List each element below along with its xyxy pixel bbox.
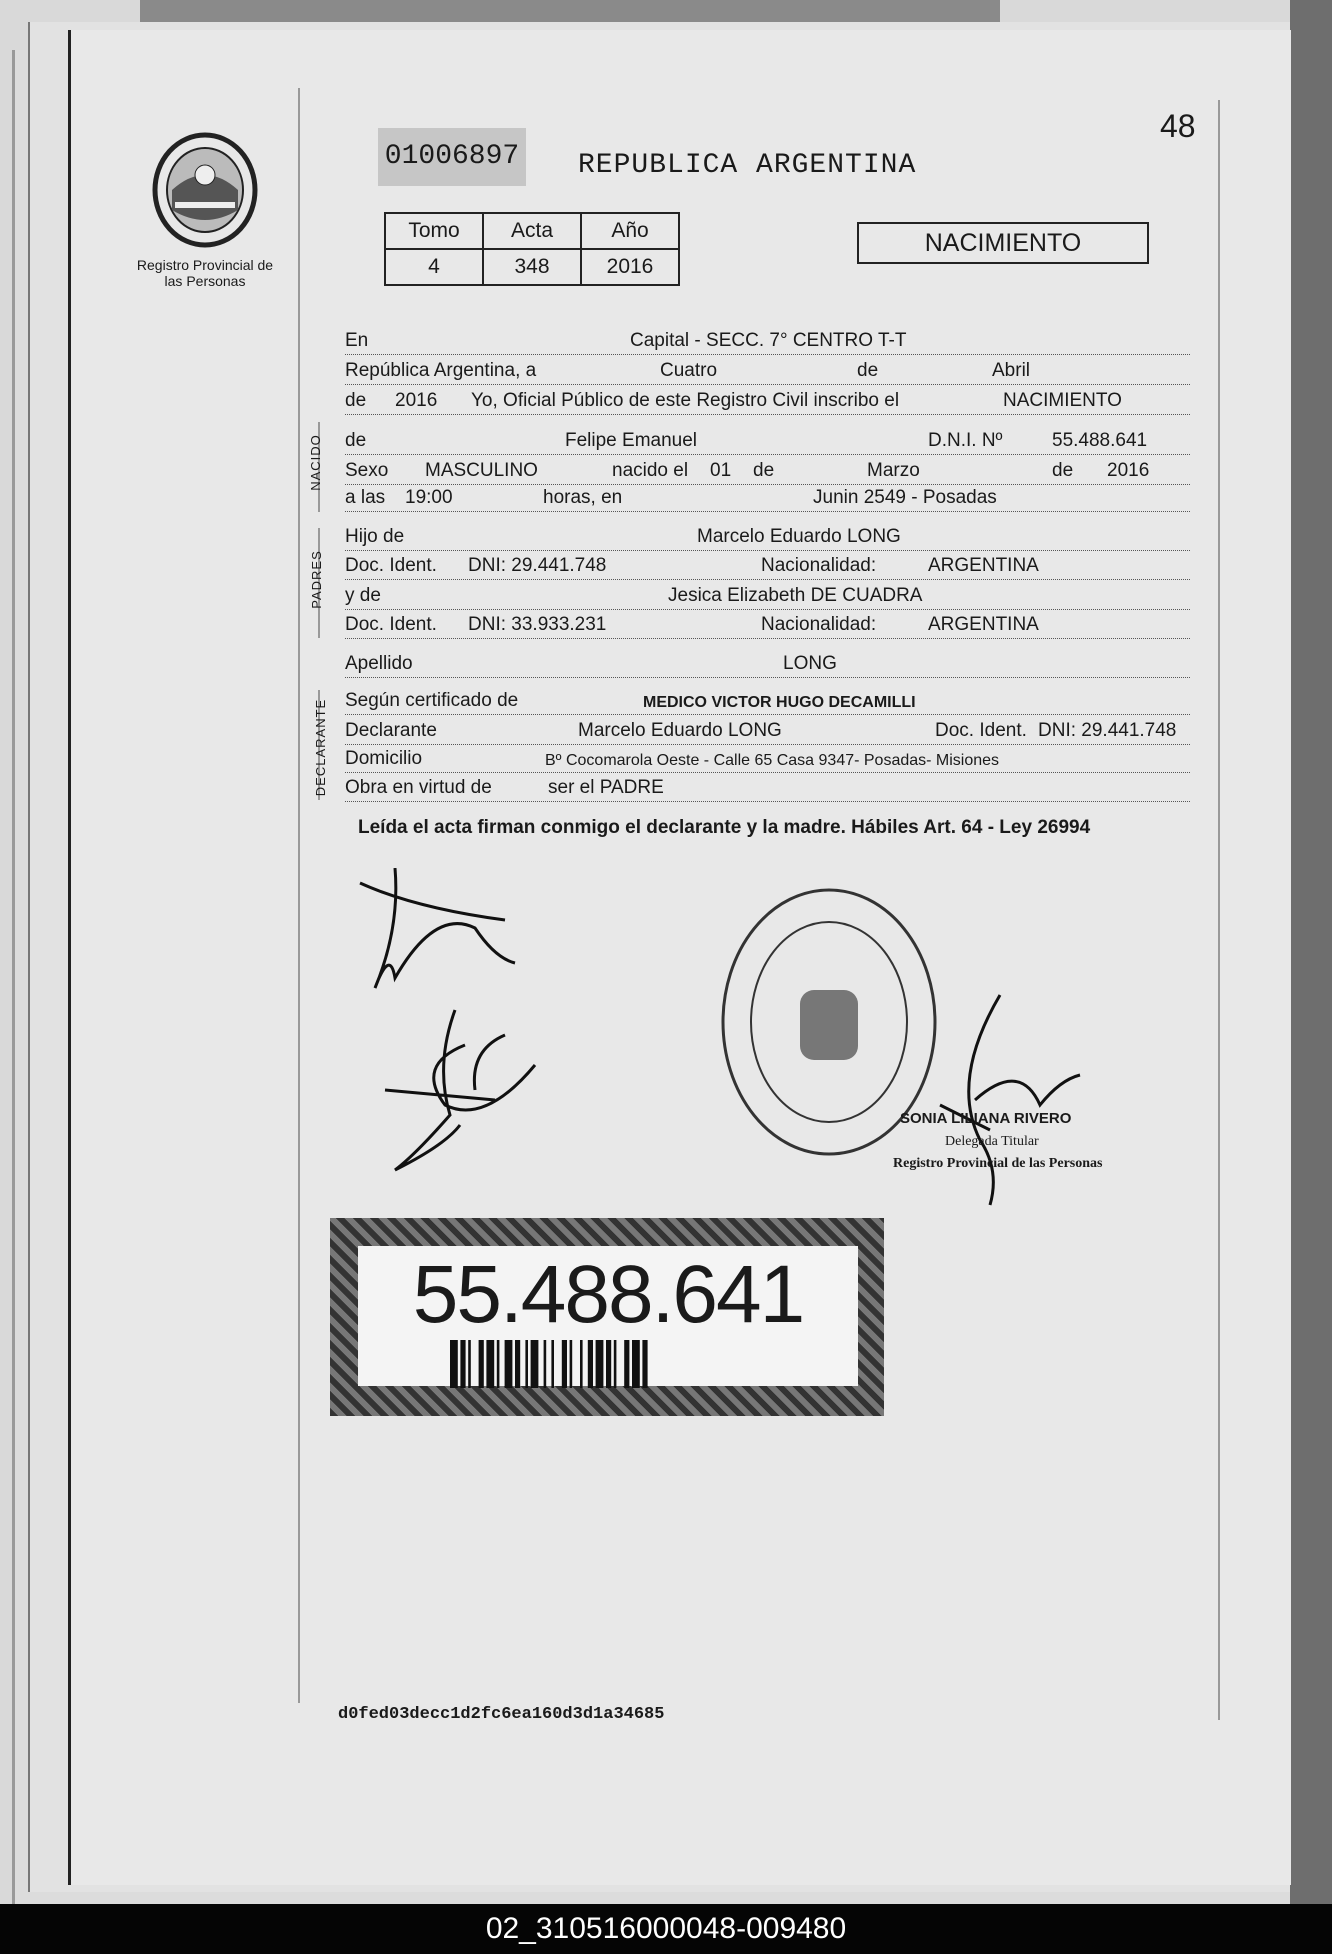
field-value: DNI: 29.441.748 (1038, 720, 1177, 741)
barcode-bar (460, 1340, 465, 1388)
field-value: MASCULINO (425, 460, 538, 481)
page-rule (298, 88, 300, 1703)
field-label: nacido el (612, 460, 689, 481)
field-value: Capital - SECC. 7° CENTRO T-T (630, 330, 907, 351)
declarant-line-by (345, 775, 1190, 802)
page-number: 48 (1160, 108, 1196, 144)
field-value: 19:00 (405, 487, 453, 508)
field-label: D.N.I. Nº (928, 430, 1003, 451)
field-label: Obra en virtud de (345, 777, 492, 798)
official-name: SONIA LILIANA RIVERO (900, 1110, 1072, 1127)
table-header: Acta (483, 213, 581, 249)
table-cell: 348 (483, 249, 581, 285)
official-organization: Registro Provincial de las Personas (893, 1156, 1103, 1171)
barcode-bar (551, 1340, 554, 1388)
barcode-bar (525, 1340, 528, 1388)
registry-table (384, 212, 680, 286)
signature-mother-icon (375, 1005, 555, 1175)
field-label: República Argentina, a (345, 360, 537, 381)
field-value: Abril (992, 360, 1031, 381)
field-value: LONG (783, 653, 837, 674)
official-role: Delegada Titular (945, 1134, 1039, 1149)
barcode-bar (505, 1340, 513, 1388)
declarant-line-cert (345, 688, 1190, 715)
field-value: 01 (710, 460, 732, 481)
barcode-bar (562, 1340, 567, 1388)
field-label: Nacionalidad: (761, 614, 877, 635)
field-label: de (1052, 460, 1074, 481)
field-label: Declarante (345, 720, 437, 741)
field-label: de (345, 430, 367, 451)
declarant-line-name (345, 718, 1190, 745)
page-title: REPUBLICA ARGENTINA (578, 150, 917, 181)
field-value: ARGENTINA (928, 555, 1039, 576)
barcode-bar (486, 1340, 494, 1388)
field-label: Nacionalidad: (761, 555, 877, 576)
table-cell: 4 (385, 249, 483, 285)
signature-declarant-icon (355, 868, 525, 1003)
field-label: Doc. Ident. (345, 555, 437, 576)
field-label: Doc. Ident. (935, 720, 1027, 741)
page-rule (1218, 100, 1220, 1720)
field-label: Doc. Ident. (345, 614, 437, 635)
field-value: MEDICO VICTOR HUGO DECAMILLI (643, 694, 916, 711)
table-cell: 2016 (581, 249, 679, 285)
field-label: Yo, Oficial Público de este Registro Civil inscribo el (471, 390, 900, 411)
background-edge (1290, 0, 1332, 1954)
born-line-time (345, 485, 1190, 512)
field-value: NACIMIENTO (1003, 390, 1122, 411)
barcode-bar (479, 1340, 484, 1388)
background-top (140, 0, 1000, 22)
table-header: Tomo (385, 213, 483, 249)
field-label: Hijo de (345, 526, 405, 547)
barcode-bar (580, 1340, 583, 1388)
field-value: Jesica Elizabeth DE CUADRA (668, 585, 923, 606)
barcode-bar (468, 1340, 471, 1388)
field-value: Marcelo Eduardo LONG (578, 720, 782, 741)
field-label: Según certificado de (345, 690, 519, 711)
field-label: En (345, 330, 369, 351)
field-value: Marzo (867, 460, 920, 481)
barcode-number: 55.488.641 (412, 1249, 804, 1340)
closing-note: Leída el acta firman conmigo el declarante y la madre. Hábiles Art. 64 - Ley 26994 (358, 817, 1091, 838)
barcode-bar (450, 1340, 458, 1388)
barcode-bar (515, 1340, 520, 1388)
declarant-line-address (345, 746, 1190, 773)
section-label: NACIDO (307, 434, 323, 491)
barcode-bar (596, 1340, 604, 1388)
field-value: 55.488.641 (1052, 430, 1148, 451)
record-line-year (345, 388, 1190, 415)
signature-official-icon (930, 990, 1090, 1210)
section-label: DECLARANTE (313, 698, 329, 797)
parents-line-mother-doc (345, 612, 1190, 639)
field-value: ARGENTINA (928, 614, 1039, 635)
parents-line-father-doc (345, 553, 1190, 580)
barcode-bar (570, 1340, 573, 1388)
field-value: Cuatro (660, 360, 718, 381)
barcode-bar (531, 1340, 539, 1388)
record-line-date (345, 358, 1190, 385)
barcode-bar (497, 1340, 500, 1388)
barcode-bar (606, 1340, 611, 1388)
document-hash: d0fed03decc1d2fc6ea160d3d1a34685 (338, 1705, 665, 1724)
document-type-box: NACIMIENTO (857, 222, 1149, 264)
parents-line-father (345, 524, 1190, 551)
field-label: Sexo (345, 460, 389, 481)
field-label: de (753, 460, 775, 481)
section-label: PADRES (308, 550, 324, 609)
field-value: 2016 (395, 390, 438, 411)
field-label: de (857, 360, 879, 381)
barcode-bar (588, 1340, 593, 1388)
field-value: Marcelo Eduardo LONG (697, 526, 901, 547)
field-value: ser el PADRE (548, 777, 664, 798)
barcode-sticker (330, 1218, 884, 1416)
field-label: a las (345, 487, 386, 508)
barcode-bar (632, 1340, 640, 1388)
barcode-bar (624, 1340, 629, 1388)
born-line-name (345, 428, 1190, 455)
field-value: Felipe Emanuel (565, 430, 698, 451)
footer-id: 02_310516000048-009480 (0, 1904, 1332, 1954)
field-value: DNI: 33.933.231 (468, 614, 607, 635)
seal-caption: Registro Provincial de las Personas (136, 257, 274, 289)
barcode-label (358, 1246, 858, 1386)
provincial-seal-icon (150, 130, 260, 250)
barcode-icon (450, 1340, 780, 1388)
born-line-sex (345, 458, 1190, 485)
record-line-place (345, 328, 1190, 355)
document-page (68, 30, 1291, 1885)
control-number: 01006897 (378, 128, 526, 186)
field-value: Junin 2549 - Posadas (813, 487, 997, 508)
table-header: Año (581, 213, 679, 249)
field-value: 2016 (1107, 460, 1150, 481)
barcode-bar (544, 1340, 547, 1388)
field-label: Apellido (345, 653, 413, 674)
field-value: Bº Cocomarola Oeste - Calle 65 Casa 9347- Posadas- Misiones (545, 752, 1000, 769)
field-label: horas, en (543, 487, 623, 508)
field-label: y de (345, 585, 381, 606)
parents-line-mother (345, 583, 1190, 610)
barcode-bar (614, 1340, 617, 1388)
field-label: de (345, 390, 367, 411)
field-value: DNI: 29.441.748 (468, 555, 607, 576)
field-label: Domicilio (345, 748, 423, 769)
surname-line (345, 651, 1190, 678)
barcode-bar (642, 1340, 647, 1388)
